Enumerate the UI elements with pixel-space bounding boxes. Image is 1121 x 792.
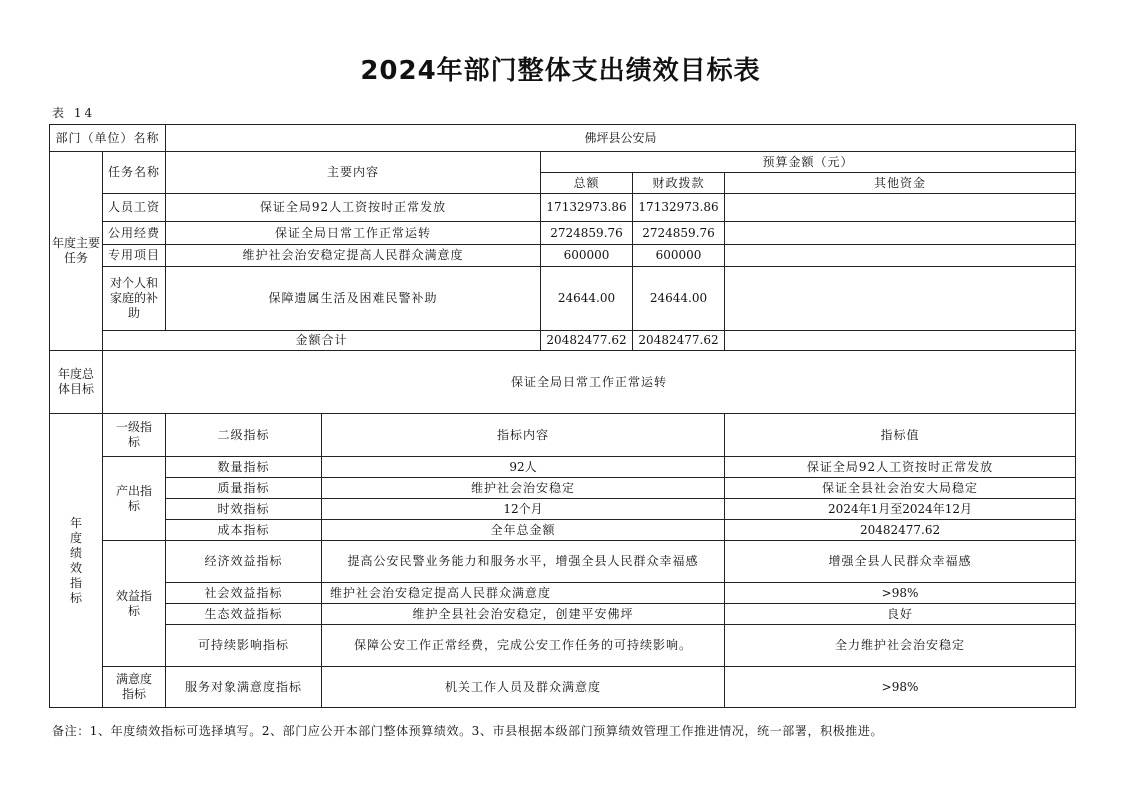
indicator-value: 良好 <box>725 604 1076 625</box>
page-title: 2024年部门整体支出绩效目标表 <box>360 56 761 86</box>
indicator-level2: 社会效益指标 <box>166 583 322 604</box>
indicator-level2: 数量指标 <box>166 457 322 478</box>
task-content: 保证全局92人工资按时正常发放 <box>166 194 541 222</box>
indicator-level2: 成本指标 <box>166 520 322 541</box>
table-row <box>50 667 1076 708</box>
sum-other <box>725 331 1076 351</box>
task-fiscal: 17132973.86 <box>633 194 725 222</box>
task-other <box>725 245 1076 267</box>
goal-value: 保证全局日常工作正常运转 <box>103 351 1076 414</box>
task-other <box>725 267 1076 331</box>
indicator-value: 增强全县人民群众幸福感 <box>725 541 1076 583</box>
table-number: 表 14 <box>52 106 96 120</box>
task-fiscal: 2724859.76 <box>633 222 725 245</box>
group-name: 效益指标 <box>103 541 166 667</box>
indicator-level2: 服务对象满意度指标 <box>166 667 322 708</box>
task-name: 公用经费 <box>103 222 166 245</box>
task-name: 对个人和家庭的补助 <box>103 267 166 331</box>
table-row <box>50 457 1076 478</box>
table-row <box>50 583 1076 604</box>
table-row <box>50 267 1076 331</box>
sum-fiscal: 20482477.62 <box>633 331 725 351</box>
task-content: 维护社会治安稳定提高人民群众满意度 <box>166 245 541 267</box>
indicator-content: 维护全县社会治安稳定，创建平安佛坪 <box>322 604 725 625</box>
indicator-level2: 质量指标 <box>166 478 322 499</box>
indicator-value: 20482477.62 <box>725 520 1076 541</box>
footnote: 备注：1、年度绩效指标可选择填写。2、部门应公开本部门整体预算绩效。3、市县根据本级部门预算绩效管理工作推进情况，统一部署，积极推进。 <box>52 724 884 738</box>
table-row <box>50 245 1076 267</box>
col-task-name: 任务名称 <box>103 152 166 194</box>
task-other <box>725 222 1076 245</box>
table-row <box>50 625 1076 667</box>
indicator-content: 12个月 <box>322 499 725 520</box>
col-indicator-content: 指标内容 <box>322 414 725 457</box>
table-row <box>50 194 1076 222</box>
indicator-content: 维护社会治安稳定提高人民群众满意度 <box>322 583 725 604</box>
task-fiscal: 600000 <box>633 245 725 267</box>
indicator-level2: 可持续影响指标 <box>166 625 322 667</box>
table-row <box>50 478 1076 499</box>
sum-total: 20482477.62 <box>541 331 633 351</box>
table-row <box>50 222 1076 245</box>
task-fiscal: 24644.00 <box>633 267 725 331</box>
indicator-content: 维护社会治安稳定 <box>322 478 725 499</box>
table-row <box>50 541 1076 583</box>
task-other <box>725 194 1076 222</box>
col-main-content: 主要内容 <box>166 152 541 194</box>
indicator-level2: 生态效益指标 <box>166 604 322 625</box>
task-total: 600000 <box>541 245 633 267</box>
task-content: 保障遗属生活及困难民警补助 <box>166 267 541 331</box>
indicator-value: 全力维护社会治安稳定 <box>725 625 1076 667</box>
table-row <box>50 604 1076 625</box>
task-total: 17132973.86 <box>541 194 633 222</box>
indicators-section-label: 年度绩效指标 <box>50 414 103 708</box>
indicator-level2: 时效指标 <box>166 499 322 520</box>
task-total: 2724859.76 <box>541 222 633 245</box>
col-level1: 一级指标 <box>103 414 166 457</box>
dept-label: 部门（单位）名称 <box>50 125 166 152</box>
col-budget: 预算金额（元） <box>541 152 1076 173</box>
indicator-content: 提高公安民警业务能力和服务水平，增强全县人民群众幸福感 <box>322 541 725 583</box>
col-total: 总额 <box>541 173 633 194</box>
task-name: 专用项目 <box>103 245 166 267</box>
indicator-value: 2024年1月至2024年12月 <box>725 499 1076 520</box>
group-name: 满意度指标 <box>103 667 166 708</box>
indicator-value: >98% <box>725 583 1076 604</box>
col-fiscal: 财政拨款 <box>633 173 725 194</box>
col-other: 其他资金 <box>725 173 1076 194</box>
col-level2: 二级指标 <box>166 414 322 457</box>
task-name: 人员工资 <box>103 194 166 222</box>
indicator-content: 机关工作人员及群众满意度 <box>322 667 725 708</box>
performance-table <box>49 124 1076 708</box>
task-total: 24644.00 <box>541 267 633 331</box>
table-row <box>50 499 1076 520</box>
tasks-section-label: 年度主要任务 <box>50 152 103 351</box>
task-content: 保证全局日常工作正常运转 <box>166 222 541 245</box>
group-name: 产出指标 <box>103 457 166 541</box>
dept-value: 佛坪县公安局 <box>166 125 1076 152</box>
indicator-value: >98% <box>725 667 1076 708</box>
indicator-content: 92人 <box>322 457 725 478</box>
indicator-level2: 经济效益指标 <box>166 541 322 583</box>
indicator-content: 保障公安工作正常经费，完成公安工作任务的可持续影响。 <box>322 625 725 667</box>
col-indicator-value: 指标值 <box>725 414 1076 457</box>
indicator-value: 保证全局92人工资按时正常发放 <box>725 457 1076 478</box>
indicator-value: 保证全县社会治安大局稳定 <box>725 478 1076 499</box>
indicator-content: 全年总金额 <box>322 520 725 541</box>
goal-label: 年度总体目标 <box>50 351 103 414</box>
table-row <box>50 520 1076 541</box>
sum-label: 金额合计 <box>103 331 541 351</box>
